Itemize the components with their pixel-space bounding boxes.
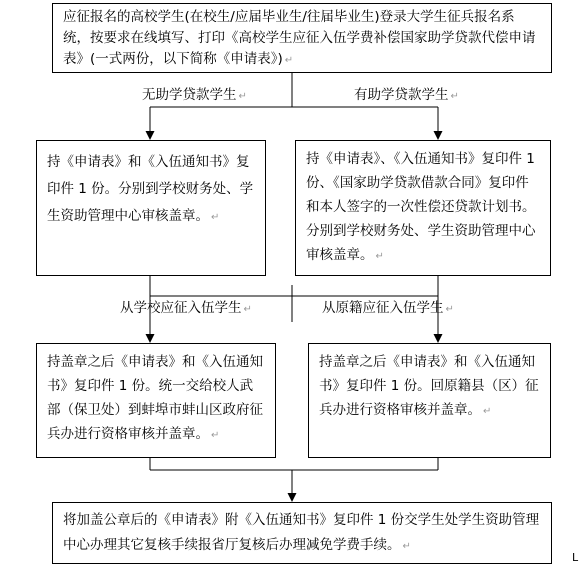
final-box [52, 502, 552, 564]
label-no-loan [142, 86, 247, 106]
paragraph-mark: ↵ [375, 251, 384, 262]
paragraph-mark: ↵ [238, 91, 247, 102]
start-box-text: 应征报名的高校学生(在校生/应届毕业生/往届毕业生)登录大学生征兵报名系统，按要求在线填写、打印《高校学生应征入伍学费补偿国家助学贷款代偿申请表》(一式两份，以下简称《申请表》) [63, 9, 536, 67]
final-box-text: 将加盖公章后的《申请表》附《入伍通知书》复印件 1 份交学生处学生资助管理中心办理其它复核手续报省厅复核后办理减免学费手续。 [63, 512, 540, 553]
origin-box [308, 343, 551, 458]
paragraph-mark: ↵ [402, 541, 411, 552]
paragraph-mark: ↵ [243, 304, 252, 315]
loan-box [295, 140, 551, 276]
label-loan-text: 有助学贷款学生 [354, 87, 449, 103]
start-box [52, 3, 552, 73]
corner-glyph: L [572, 551, 579, 564]
label-no-loan-text: 无助学贷款学生 [142, 87, 237, 103]
paragraph-mark: ↵ [211, 212, 220, 223]
loan-box-text: 持《申请表》、《入伍通知书》复印件 1 份、《国家助学贷款借款合同》复印件和本人签字的一次性偿还贷款计划书。分别到学校财务处、学生资助管理中心审核盖章。 [306, 151, 536, 263]
no-loan-box-text: 持《申请表》和《入伍通知书》复印件 1 份。分别到学校财务处、学生资助管理中心审核盖章。 [47, 154, 254, 224]
paragraph-mark: ↵ [445, 304, 454, 315]
label-school-text: 从学校应征入伍学生 [120, 300, 242, 316]
no-loan-box [36, 140, 266, 276]
paragraph-mark: ↵ [450, 91, 459, 102]
origin-box-text: 持盖章之后《申请表》和《入伍通知书》复印件 1 份。回原籍县（区）征兵办进行资格审核并盖章。 [319, 354, 539, 418]
label-origin [322, 299, 454, 319]
paragraph-mark: ↵ [284, 55, 294, 66]
label-school [120, 299, 252, 319]
paragraph-mark: ↵ [483, 406, 492, 417]
school-box [36, 343, 276, 458]
school-box-text: 持盖章之后《申请表》和《入伍通知书》复印件 1 份。统一交给校人武部（保卫处）到蚌埠市蚌山区政府征兵办进行资格审核并盖章。 [47, 354, 263, 442]
paragraph-mark: ↵ [211, 430, 220, 441]
label-origin-text: 从原籍应征入伍学生 [322, 300, 444, 316]
label-loan [354, 86, 459, 106]
